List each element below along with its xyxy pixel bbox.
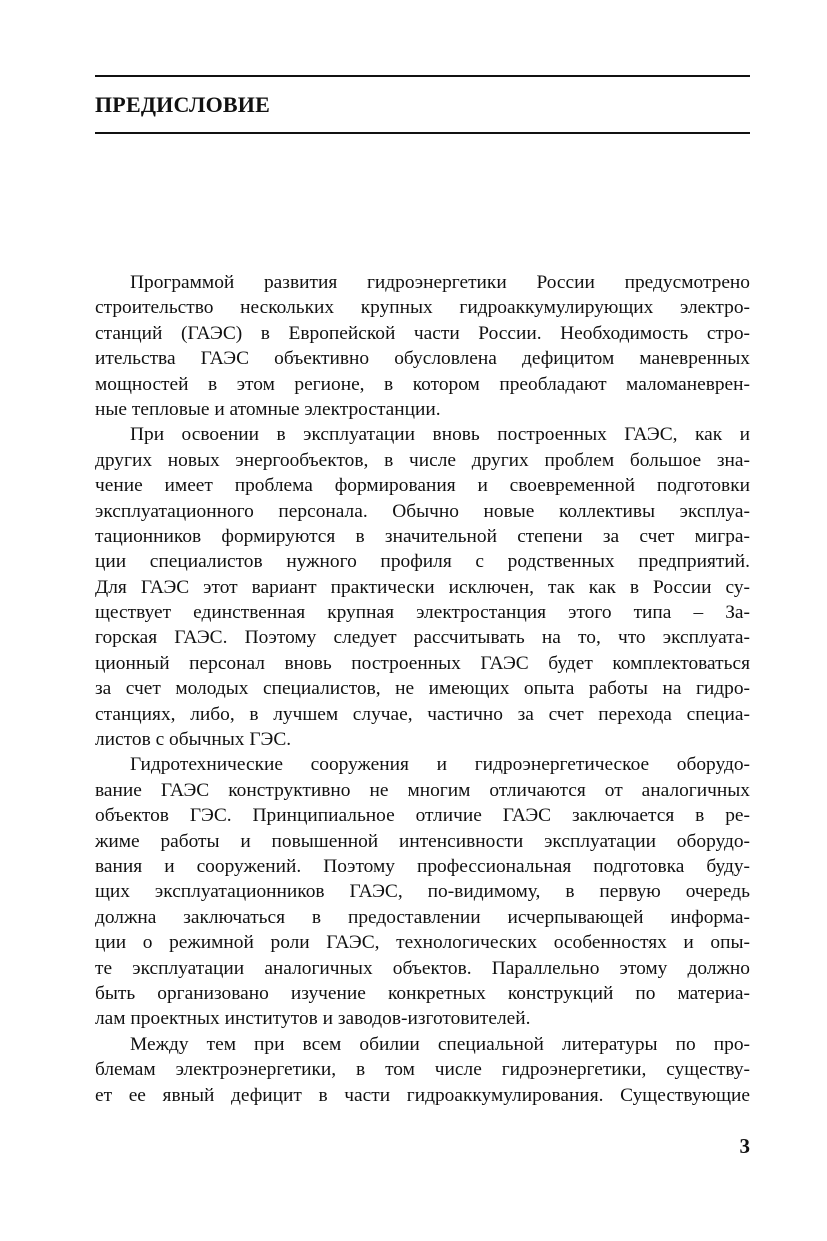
top-rule [95,75,750,77]
text-line: ществует единственная крупная электростанция этого типа – За- [95,602,750,624]
text-line: ционный персонал вновь построенных ГАЭС будет комплектоваться [95,652,750,674]
page-title: ПРЕДИСЛОВИЕ [95,92,270,117]
bottom-rule [95,132,750,134]
text-line: других новых энергообъектов, в числе других проблем большое зна- [95,449,750,471]
text-line: Между тем при всем обилии специальной литературы по про- [130,1033,750,1055]
text-line: чение имеет проблема формирования и своевременной подготовки [95,475,750,497]
text-line: блемам электроэнергетики, в том числе гидроэнергетики, существу- [95,1059,750,1081]
text-line: лам проектных институтов и заводов-изготовителей. [95,1008,531,1030]
text-line: ительства ГАЭС объективно обусловлена дефицитом маневренных [95,348,750,370]
body-text [95,270,750,1108]
text-line: должна заключаться в предоставлении исчерпывающей информа- [95,906,750,928]
text-line: мощностей в этом регионе, в котором преобладают маломаневрен- [95,373,750,395]
text-line: щих эксплуатационников ГАЭС, по-видимому, в первую очередь [95,881,750,903]
text-line: станциях, либо, в лучшем случае, частично за счет перехода специа- [95,703,750,725]
text-line: ции о режимной роли ГАЭС, технологических особенностях и опы- [95,932,750,954]
text-line: эксплуатационного персонала. Обычно новые коллективы эксплуа- [95,500,750,522]
text-line: Для ГАЭС этот вариант практически исключен, так как в России су- [95,576,750,598]
page-number: 3 [739,1134,750,1158]
text-line: станций (ГАЭС) в Европейской части России. Необходимость стро- [95,322,750,344]
text-line: Программой развития гидроэнергетики России предусмотрено [130,272,750,293]
text-line: строительство нескольких крупных гидроаккумулирующих электро- [95,297,750,319]
text-line: Гидротехнические сооружения и гидроэнергетическое оборудо- [130,754,750,776]
text-line: за счет молодых специалистов, не имеющих опыта работы на гидро- [95,678,750,700]
text-line: ции специалистов нужного профиля с родственных предприятий. [95,551,750,573]
text-line: ные тепловые и атомные электростанции. [95,398,441,420]
text-line: горская ГАЭС. Поэтому следует рассчитывать на то, что эксплуата- [95,627,750,649]
text-line: быть организовано изучение конкретных конструкций по материа- [95,982,750,1004]
text-line: тационников формируются в значительной степени за счет мигра- [95,525,750,547]
text-line: те эксплуатации аналогичных объектов. Параллельно этому должно [95,957,750,979]
text-line: При освоении в эксплуатации вновь построенных ГАЭС, как и [130,424,750,446]
text-line: объектов ГЭС. Принципиальное отличие ГАЭС заключается в ре- [95,805,750,827]
text-line: листов с обычных ГЭС. [95,729,292,751]
text-line: жиме работы и повышенной интенсивности эксплуатации оборудо- [95,830,750,852]
text-line: вание ГАЭС конструктивно не многим отличаются от аналогичных [95,779,750,801]
text-line: ет ее явный дефицит в части гидроаккумулирования. Существующие [95,1084,750,1106]
text-line: вания и сооружений. Поэтому профессиональная подготовка буду- [95,855,750,877]
